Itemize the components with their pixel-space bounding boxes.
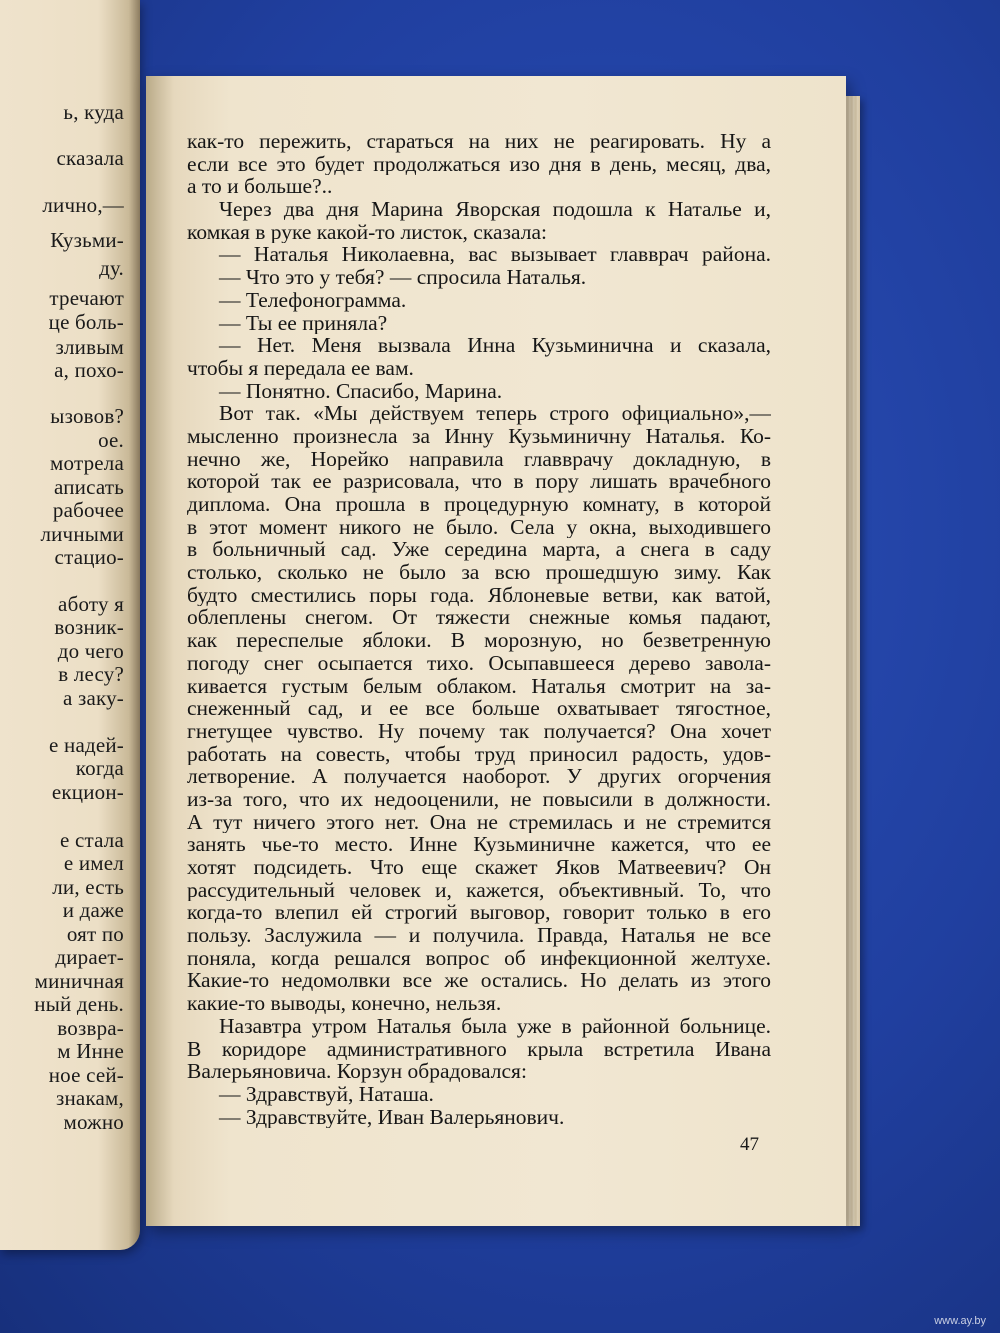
text-line: как-то пережить, стараться на них не реагировать. Ну а — [187, 130, 771, 153]
text-line: рассудительный человек и, кажется, объективный. То, что — [187, 878, 771, 902]
text-line: летворение. А получается наоборот. У других огорчения — [187, 765, 771, 788]
text-line: мысленно произнесла за Инну Кузьминичну Наталья. Ко- — [187, 424, 771, 448]
left-page-line: возник- — [54, 615, 124, 639]
left-page-line: рабочее — [52, 498, 124, 522]
text-line: пользу. Заслужила — и получила. Правда, Наталья не все — [187, 924, 771, 947]
left-page-line: ызовов? — [50, 404, 124, 428]
left-page-line: Кузьми- — [50, 228, 124, 252]
left-page — [0, 0, 140, 1250]
left-page-line: е надей- — [49, 733, 124, 757]
left-page-line: е имел — [63, 851, 124, 875]
text-line: В коридоре административного крыла встретила Ивана — [187, 1037, 771, 1061]
left-page-line: аписать — [53, 475, 124, 499]
left-page-line: е стала — [59, 828, 124, 852]
text-line: — Ты ее приняла? — [219, 311, 388, 335]
left-page-line: можно — [63, 1110, 124, 1134]
left-page-line: це боль- — [48, 310, 124, 334]
text-line: Вот так. «Мы действуем теперь строго официально»,— — [219, 402, 771, 425]
left-page-line: тречают — [49, 286, 124, 310]
left-page-line: ду. — [99, 256, 124, 280]
left-page-line: ли, есть — [52, 875, 124, 899]
text-line: Какие-то недомолвки все же остались. Но делать из этого — [187, 969, 771, 993]
left-page-line: ный день. — [34, 992, 124, 1016]
text-line: — Здравствуй, Наташа. — [219, 1082, 434, 1106]
left-page-line: а, похо- — [54, 358, 124, 382]
left-page-line: ь, куда — [63, 100, 124, 124]
left-page-line: мотрела — [50, 451, 124, 475]
text-line: — Здравствуйте, Иван Валерьянович. — [219, 1105, 565, 1129]
text-line: диплома. Она прошла в процедурную комнату, в которой — [187, 493, 771, 516]
left-page-line: лично,— — [42, 193, 124, 217]
text-line: столько, сколько не было за всю прошедшую зиму. Как — [187, 561, 771, 584]
left-page-line: в лесу? — [58, 662, 124, 686]
text-line: Назавтра утром Наталья была уже в районной больнице. — [219, 1014, 771, 1038]
text-line: А тут ничего этого нет. Она не стремилась и не стремится — [187, 810, 771, 834]
text-line: облеплены снегом. От тяжести снежные комья падают, — [187, 606, 771, 630]
text-line: погоду снег осыпается тихо. Осыпавшееся дерево завола- — [187, 651, 771, 675]
page-number: 47 — [740, 1134, 759, 1155]
text-line: нечно же, Норейко направила главврачу докладную, в — [187, 447, 771, 471]
left-page-line: дирает- — [55, 945, 124, 969]
text-line: Валерьяновича. Корзун обрадовался: — [187, 1060, 527, 1083]
text-line: из-за того, что их недооценили, не повысили в должности. — [187, 787, 771, 811]
text-line: когда-то влепил ей строгий выговор, говорит только в его — [187, 901, 771, 925]
left-page-line: личными — [40, 522, 124, 546]
left-page-line: зливым — [55, 335, 124, 359]
left-page-line: аботу я — [58, 592, 124, 616]
left-page-line: ое. — [98, 428, 124, 452]
text-line: поняла, когда решался вопрос об инфекционной желтухе. — [187, 946, 771, 970]
text-line: как переспелые яблоки. В морозную, но безветренную — [187, 629, 771, 652]
text-line: чтобы я передала ее вам. — [187, 356, 414, 380]
left-page-line: а заку- — [63, 686, 124, 710]
text-line: если все это будет продолжаться изо дня в день, месяц, два, — [187, 152, 771, 176]
text-line: — Понятно. Спасибо, Марина. — [219, 379, 503, 403]
text-line: кивается густым белым облаком. Наталья смотрит на за- — [187, 674, 771, 698]
text-line: — Что это у тебя? — спросила Наталья. — [219, 266, 587, 289]
page-body-text — [187, 130, 771, 1128]
text-line: занять чье-то место. Инне Кузьминичне кажется, что ее — [187, 833, 771, 856]
left-page-line: миничная — [34, 969, 124, 993]
text-line: которой так ее разрисовала, что в пору лишать врачебного — [187, 470, 771, 493]
text-line: — Наталья Николаевна, вас вызывает главврач района. — [219, 243, 771, 267]
left-page-line: екцион- — [51, 780, 124, 804]
text-line: какие-то выводы, конечно, нельзя. — [187, 992, 502, 1015]
left-page-line: когда — [75, 756, 124, 780]
text-line: в больничный сад. Уже середина марта, а снега в саду — [187, 538, 771, 562]
left-page-line: сказала — [56, 146, 124, 170]
text-line: комкая в руке какой-то листок, сказала: — [187, 220, 547, 244]
left-page-line: м Инне — [57, 1039, 124, 1063]
text-line: хотят подсидеть. Что еще скажет Яков Матвеевич? Он — [187, 856, 771, 879]
text-line: Через два дня Марина Яворская подошла к Наталье и, — [219, 198, 771, 221]
page-stack-edge — [846, 96, 860, 1226]
text-line: в этот момент никого не было. Села у окна, выходившего — [187, 515, 771, 539]
text-line: — Нет. Меня вызвала Инна Кузьминична и сказала, — [219, 334, 771, 357]
text-line: — Телефонограмма. — [219, 288, 407, 312]
left-page-line: оят по — [66, 922, 124, 946]
left-page-line: возвра- — [57, 1016, 124, 1040]
left-page-line: стацио- — [54, 545, 124, 569]
text-line: работать на совесть, чтобы труд приносил радость, удов- — [187, 742, 771, 766]
text-line: будто сместились поры года. Яблоневые ветви, как ватой, — [187, 583, 771, 607]
text-line: а то и больше?.. — [187, 175, 333, 199]
left-page-line: и даже — [62, 898, 124, 922]
left-page-line: знакам, — [56, 1086, 124, 1110]
watermark: www.ay.by — [934, 1315, 986, 1327]
left-page-line: ное сей- — [48, 1063, 124, 1087]
text-line: снеженный сад, и ее все больше охватывает тягостное, — [187, 697, 771, 720]
text-line: гнетущее чувство. Ну почему так получается? Она хочет — [187, 719, 771, 743]
left-page-line: до чего — [57, 639, 124, 663]
